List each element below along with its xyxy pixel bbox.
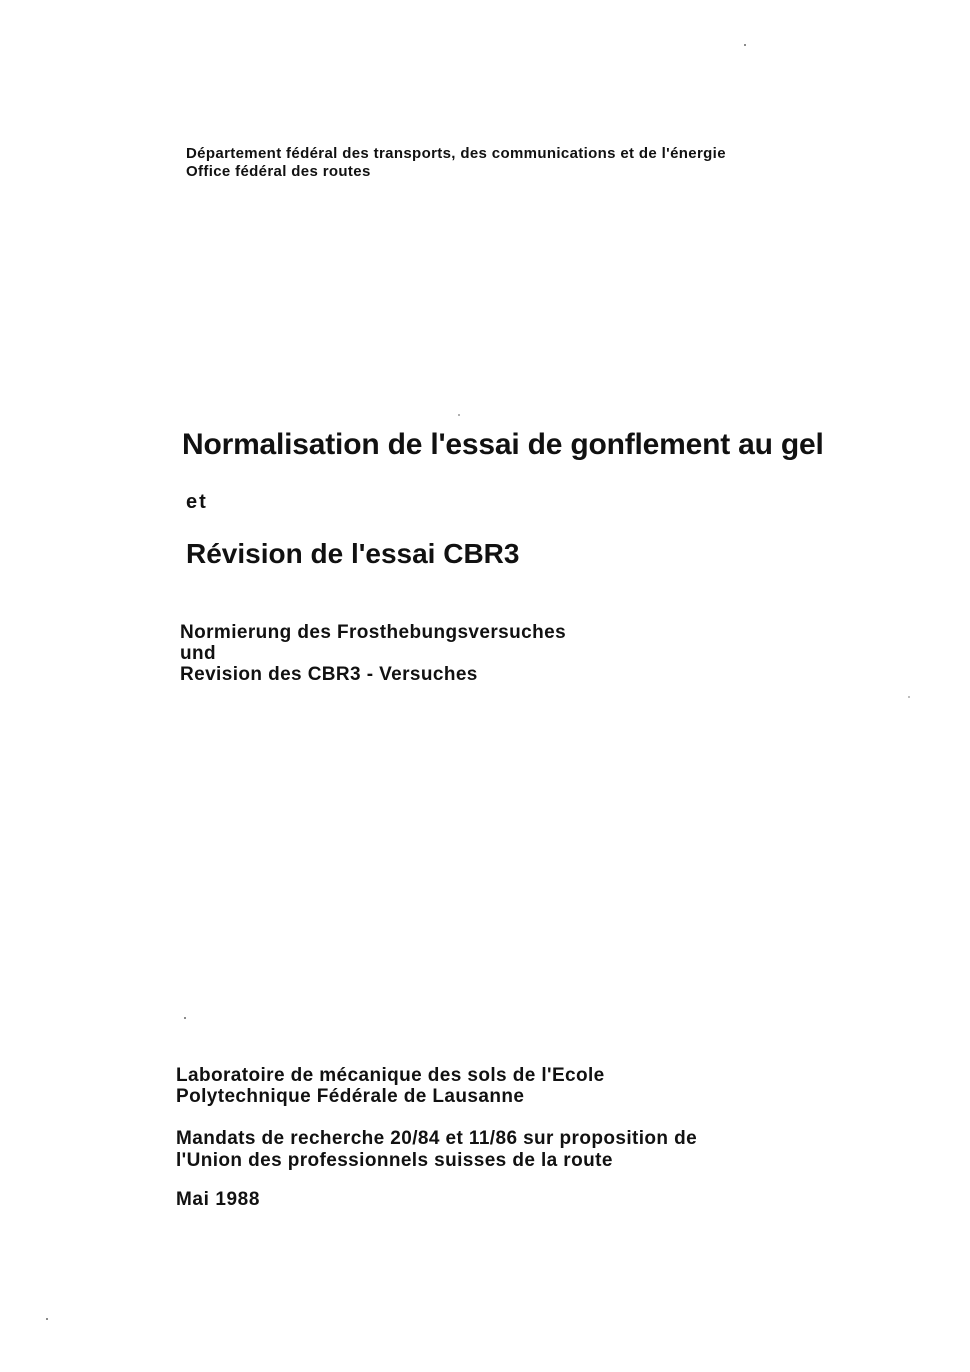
mandate-line-1: Mandats de recherche 20/84 et 11/86 sur proposition de [176,1128,698,1149]
office-name: Office fédéral des routes [186,163,371,180]
german-title-line-1: Normierung des Frosthebungsversuches [180,622,567,643]
german-title-line-3: Revision des CBR3 - Versuches [180,664,478,685]
document-subtitle: Révision de l'essai CBR3 [186,538,520,569]
scan-speck [908,696,910,698]
document-title: Normalisation de l'essai de gonflement au gel [182,428,824,461]
publication-date: Mai 1988 [176,1189,261,1210]
scan-speck [184,1017,186,1019]
title-connector: et [186,491,208,513]
laboratory-line-1: Laboratoire de mécanique des sols de l'Ecole [176,1065,605,1086]
laboratory-line-2: Polytechnique Fédérale de Lausanne [176,1086,525,1107]
scan-speck [744,44,746,46]
german-title-line-2: und [180,643,217,664]
department-name: Département fédéral des transports, des communications et de l'énergie [186,145,726,162]
mandate-line-2: l'Union des professionnels suisses de la route [176,1150,613,1171]
scan-speck [458,414,460,416]
scan-speck [46,1318,48,1320]
